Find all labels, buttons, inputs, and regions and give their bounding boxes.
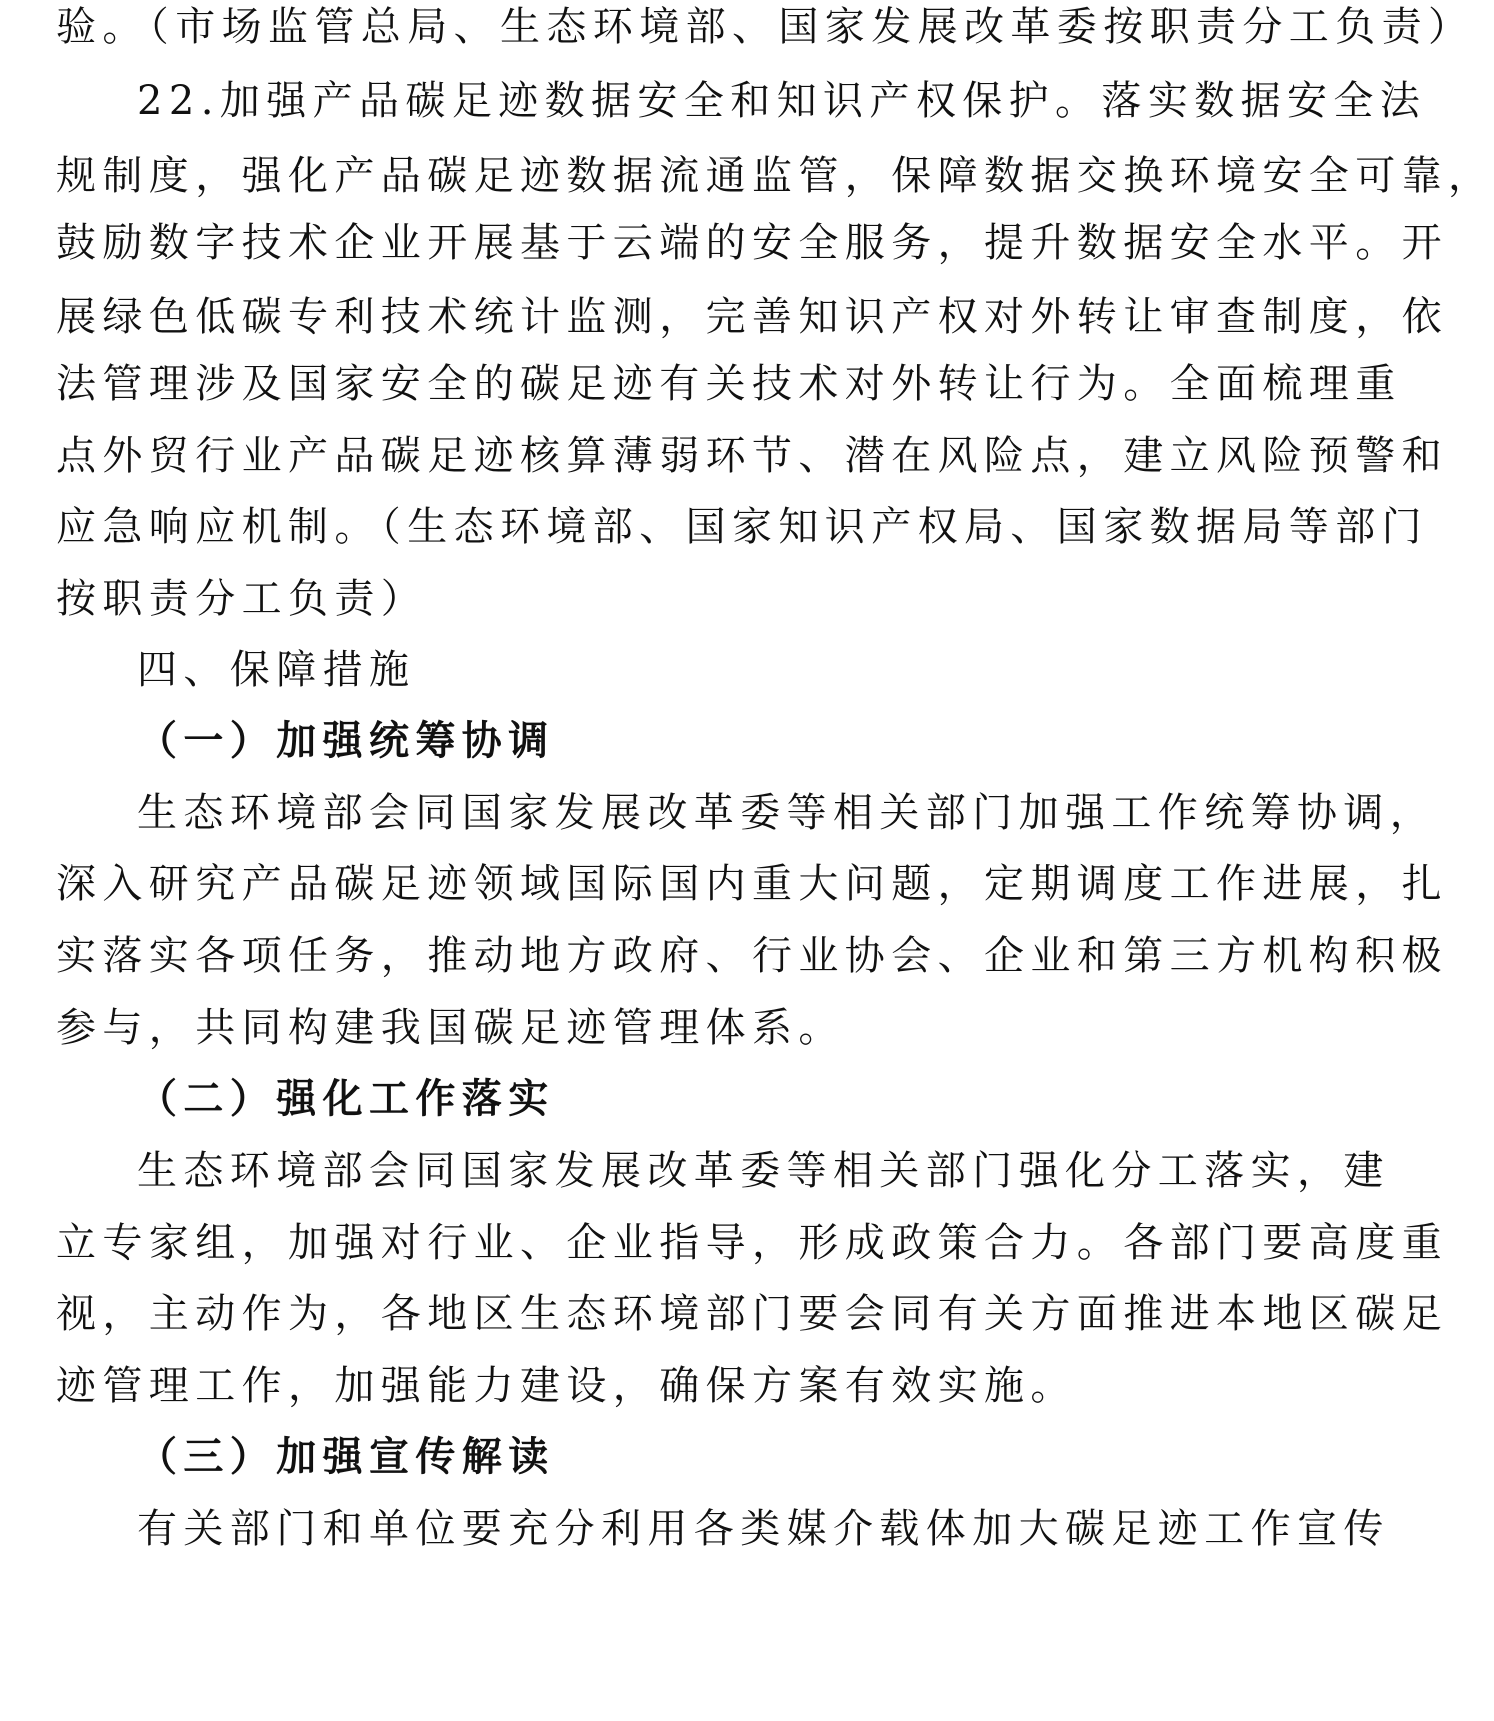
text-line-4: 鼓励数字技术企业开展基于云端的安全服务，提升数据安全水平。开	[56, 220, 1448, 266]
text-line-8: 应急响应机制。（生态环境部、国家知识产权局、国家数据局等部门	[56, 504, 1428, 550]
text-line-22: 有关部门和单位要充分利用各类媒介载体加大碳足迹工作宣传	[137, 1506, 1390, 1552]
text-line-14: 实落实各项任务，推动地方政府、行业协会、企业和第三方机构积极	[56, 933, 1448, 979]
text-line-20: 迹管理工作，加强能力建设，确保方案有效实施。	[56, 1363, 1077, 1409]
text-line-6: 法管理涉及国家安全的碳足迹有关技术对外转让行为。全面梳理重	[56, 361, 1402, 407]
text-line-2: 22.加强产品碳足迹数据安全和知识产权保护。落实数据安全法	[137, 78, 1427, 124]
text-line-5: 展绿色低碳专利技术统计监测，完善知识产权对外转让审查制度，依	[56, 294, 1448, 340]
text-line-12: 生态环境部会同国家发展改革委等相关部门加强工作统筹协调，	[137, 790, 1437, 836]
text-line-18: 立专家组，加强对行业、企业指导，形成政策合力。各部门要高度重	[56, 1220, 1448, 1266]
text-line-1: 验。（市场监管总局、生态环境部、国家发展改革委按职责分工负责）	[56, 4, 1475, 50]
subsection-heading-1: （一）加强统筹协调	[137, 718, 555, 764]
text-line-15: 参与，共同构建我国碳足迹管理体系。	[56, 1005, 845, 1051]
subsection-heading-2: （二）强化工作落实	[137, 1076, 555, 1122]
text-line-17: 生态环境部会同国家发展改革委等相关部门强化分工落实，建	[137, 1148, 1390, 1194]
text-line-3: 规制度，强化产品碳足迹数据流通监管，保障数据交换环境安全可靠，	[56, 153, 1494, 199]
section-heading-4: 四、保障措施	[137, 647, 416, 693]
text-line-19: 视，主动作为，各地区生态环境部门要会同有关方面推进本地区碳足	[56, 1291, 1448, 1337]
text-line-13: 深入研究产品碳足迹领域国际国内重大问题，定期调度工作进展，扎	[56, 861, 1448, 907]
text-line-7: 点外贸行业产品碳足迹核算薄弱环节、潜在风险点，建立风险预警和	[56, 433, 1448, 479]
subsection-heading-3: （三）加强宣传解读	[137, 1434, 555, 1480]
text-line-9: 按职责分工负责）	[56, 576, 428, 622]
